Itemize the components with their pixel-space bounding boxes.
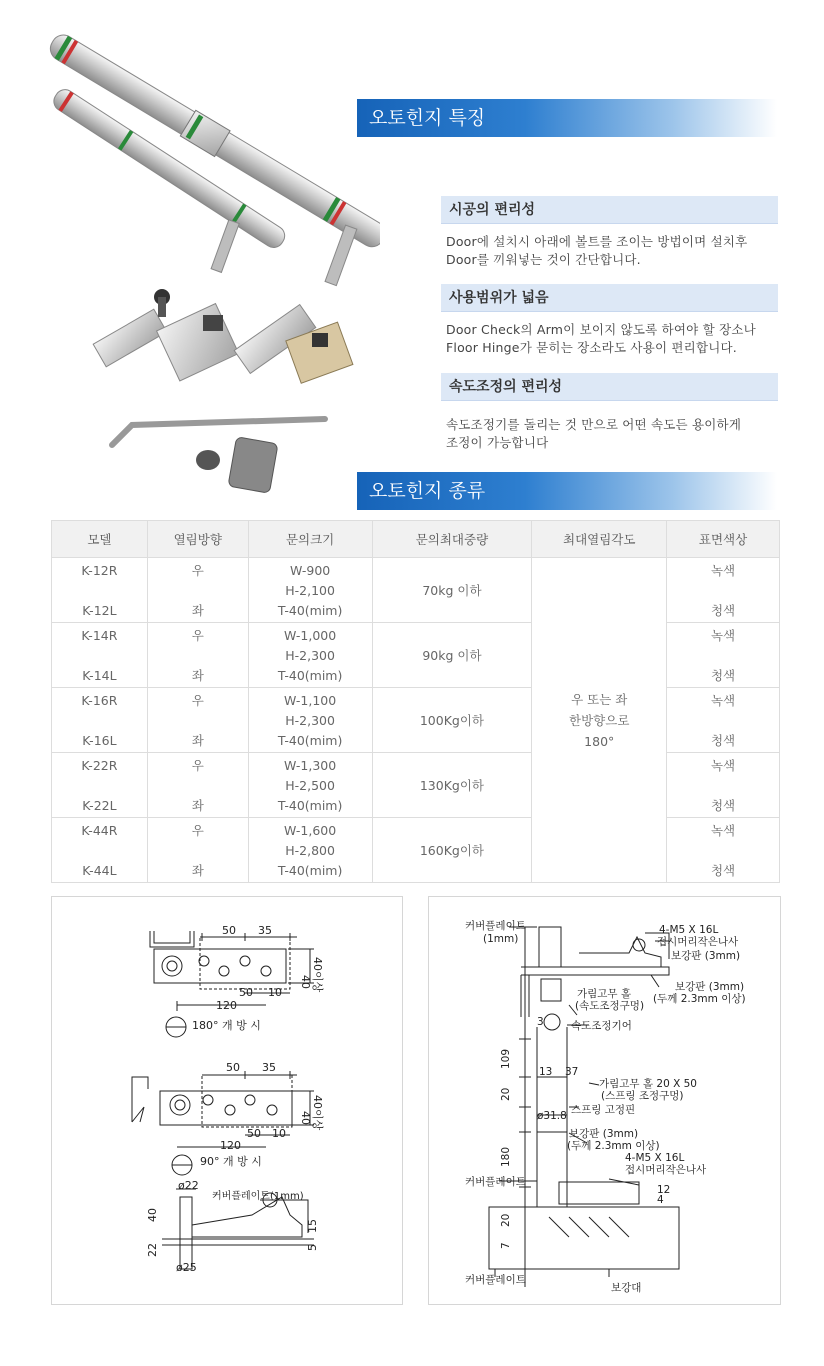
header-max-weight: 문의최대중량 <box>372 521 532 558</box>
label-rubber-2050: 가림고무 홀 20 X 50 <box>599 1078 697 1090</box>
feature-1-text: Door에 설치시 아래에 볼트를 조이는 방법이며 설치후 Door를 끼워넣는 것이 간단합니다. <box>446 234 748 267</box>
label-reinforce-bar: 보강대 <box>611 1282 642 1294</box>
header-color: 표면색상 <box>667 521 780 558</box>
header-direction: 열림방향 <box>147 521 248 558</box>
bracket-parts <box>93 289 353 383</box>
dim-10: 10 <box>268 986 282 999</box>
label-rubber-hole: 가림고무 홀 <box>577 988 632 1000</box>
header-model: 모델 <box>52 521 148 558</box>
feature-1-title: 시공의 편리성 <box>441 196 778 224</box>
table-row: K-12R K-12L 우 좌 W-900 H-2,100 T-40(mim) 70kg 이하 우 또는 좌 한방향으로 180° 녹색 청색 <box>52 558 780 623</box>
feature-3-title: 속도조정의 편리성 <box>441 373 778 401</box>
feature-3-text: 속도조정기를 돌리는 것 만으로 어떤 속도든 용이하게 조정이 가능합니다 <box>446 417 742 450</box>
drawing-right-box <box>428 896 781 1305</box>
label-screw-bot: 4-M5 X 16L <box>625 1152 685 1164</box>
header-max-angle: 최대열림각도 <box>532 521 667 558</box>
header-door-size: 문의크기 <box>248 521 372 558</box>
dim-40-min: 40이상 <box>311 957 324 993</box>
long-hinge-body <box>45 29 380 253</box>
label-spring-pin: 스프링 고정핀 <box>571 1104 636 1116</box>
label-rubber-hole-2: (속도조정구멍) <box>575 1000 645 1012</box>
label-reinforce-3b: (두께 2.3mm 이상) <box>567 1140 660 1152</box>
dim-dia25: ø25 <box>176 1261 197 1274</box>
features-section-title: 오토힌지 특징 <box>357 99 777 137</box>
label-cover-1mm: (1mm) <box>483 933 519 945</box>
label-reinforce-top: 보강판 (3mm) <box>671 950 741 962</box>
label-cover-plate-1mm: 커버플레이트(1mm) <box>212 1191 304 1202</box>
feature-2-title: 사용범위가 넓음 <box>441 284 778 312</box>
dim-120-2: 120 <box>220 1139 241 1152</box>
dim-109: 109 <box>500 1048 512 1069</box>
technical-drawing-right <box>429 897 780 1304</box>
drawing-left-box <box>51 896 403 1305</box>
types-section-title: 오토힌지 종류 <box>357 472 777 510</box>
table-row: K-14R K-14L 우 좌 W-1,000 H-2,300 T-40(mim) 90kg 이하 녹색 청색 <box>52 623 780 688</box>
table-row: K-44R K-44L 우 좌 W-1,600 H-2,800 T-40(mim) 160Kg이하 녹색 청색 <box>52 818 780 883</box>
dim-12: 12 <box>657 1184 671 1196</box>
dim-50b-2: 50 <box>247 1127 261 1140</box>
label-rubber-2050b: (스프링 조정구멍) <box>601 1090 684 1102</box>
label-reinforce-2: 보강판 (3mm) <box>675 981 745 993</box>
technical-drawing-left <box>52 897 402 1304</box>
dim-v22: 22 <box>146 1243 159 1257</box>
label-speed-gear: 속도조정기어 <box>571 1020 632 1032</box>
dim-5: 5 <box>306 1244 319 1251</box>
dim-35-2: 35 <box>262 1061 276 1074</box>
dim-40: 40 <box>299 975 312 989</box>
label-open-90: 90° 개 방 시 <box>200 1155 262 1168</box>
label-screw-bot-2: 접시머리작은나사 <box>625 1164 707 1176</box>
dim-37: 37 <box>565 1066 579 1078</box>
dim-50b: 50 <box>239 986 253 999</box>
dim-180: 180 <box>500 1146 512 1167</box>
dim-120: 120 <box>216 999 237 1012</box>
spec-table <box>51 520 780 883</box>
table-header-row <box>52 521 780 558</box>
dim-3: 3 <box>537 1016 544 1028</box>
dim-v40: 40 <box>146 1208 159 1222</box>
max-angle-cell: 우 또는 좌 한방향으로 180° <box>532 558 667 883</box>
product-photo <box>40 25 380 505</box>
dim-40-min-2: 40이상 <box>311 1095 324 1131</box>
rod-part <box>112 419 325 445</box>
dim-10-2: 10 <box>272 1127 286 1140</box>
feature-2-text: Door Check의 Arm이 보이지 않도록 하여야 할 장소나 Floor Hinge가 묻히는 장소라도 사용이 편리합니다. <box>446 322 756 355</box>
label-cover-plate-bot: 커버플레이트 <box>465 1274 526 1286</box>
rubber-cover <box>228 437 278 494</box>
dim-50-2: 50 <box>226 1061 240 1074</box>
label-cover-plate-mid: 커버플레이트 <box>465 1176 526 1188</box>
table-row: K-22R K-22L 우 좌 W-1,300 H-2,500 T-40(mim) 130Kg이하 녹색 청색 <box>52 753 780 818</box>
round-cap <box>196 450 220 470</box>
dim-4: 4 <box>657 1194 664 1206</box>
dim-13: 13 <box>539 1066 553 1078</box>
label-screw-top-2: 접시머리작은나사 <box>657 936 739 948</box>
label-open-180: 180° 개 방 시 <box>192 1019 261 1032</box>
dim-40-2: 40 <box>299 1111 312 1125</box>
dim-15: 15 <box>306 1219 319 1233</box>
table-row: K-16R K-16L 우 좌 W-1,100 H-2,300 T-40(mim) 100Kg이하 녹색 청색 <box>52 688 780 753</box>
label-cover-plate-top: 커버플레이트 <box>465 920 526 932</box>
dim-dia31-8: ø31.8 <box>537 1110 567 1122</box>
label-screw-top: 4-M5 X 16L <box>659 924 719 936</box>
dim-20b: 20 <box>500 1213 512 1227</box>
label-reinforce-3: 보강판 (3mm) <box>569 1128 639 1140</box>
dim-50: 50 <box>222 924 236 937</box>
dim-35: 35 <box>258 924 272 937</box>
dim-7: 7 <box>500 1242 512 1249</box>
dim-20: 20 <box>500 1087 512 1101</box>
label-reinforce-2b: (두께 2.3mm 이상) <box>653 993 746 1005</box>
dim-dia22: ø22 <box>178 1179 199 1192</box>
